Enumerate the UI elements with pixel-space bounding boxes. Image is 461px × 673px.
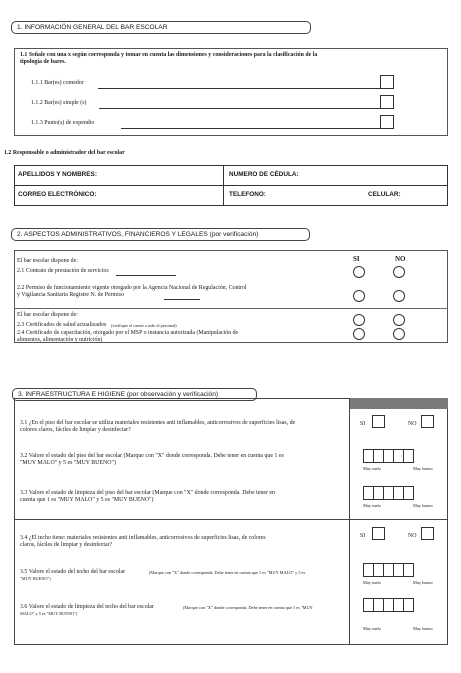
item-2-4-si-radio[interactable] xyxy=(353,328,365,340)
q36-scale-high: Muy bueno xyxy=(413,626,433,631)
section-2-header: 2. ASPECTOS ADMINISTRATIVOS, FINANCIEROS Y LEGALES (por verificación) xyxy=(11,228,310,241)
q32-text-line1: 3.2 Valore el estado del piso del bar escolar (Marque con "X" donde corresponda. Debe tener en cuenta que 1 es xyxy=(20,453,284,459)
section-1-header: 1. INFORMACIÓN GENERAL DEL BAR ESCOLAR xyxy=(11,21,311,34)
item-2-1-text: 2.1 Contrato de prestación de servicios xyxy=(17,268,109,274)
section-2-divider xyxy=(14,308,448,309)
q33-text-line1: 3.3 Valore el estado de limpieza del piso del bar escolar (Marque con "X" donde corresponda. Debe tener en xyxy=(20,490,275,496)
responsible-table-divider xyxy=(14,185,448,186)
item-2-1-no-radio[interactable] xyxy=(393,266,405,278)
q35-note-line2: "MUY BUENO") xyxy=(20,576,51,581)
q34-text-line2: claros, fáciles de limpiar y desinfectar? xyxy=(20,542,113,548)
q35-scale-high: Muy bueno xyxy=(413,580,433,585)
option-bar-simple-checkbox[interactable] xyxy=(380,95,394,109)
q36-note-line2: MALO" y 5 es "MUY BUENO") xyxy=(20,611,78,616)
q36-rating-5[interactable] xyxy=(403,598,414,612)
option-bar-comedor-line xyxy=(98,88,380,89)
q33-text-line2: cuenta que 1 es "MUY MALO" y 5 es "MUY BUENO") xyxy=(20,497,154,503)
q33-rating-scale[interactable] xyxy=(363,486,413,500)
q34-text-line1: 3.4 ¿El techo tiene: materiales resistentes anti inflamables, anticorrosivos de superficies lisas, de colores xyxy=(20,535,266,541)
item-2-2-si-radio[interactable] xyxy=(353,290,365,302)
q32-scale-low: Muy malo xyxy=(363,466,381,471)
item-2-2-text-line1: 2.2 Permiso de funcionamiento vigente otorgado por la Agencia Nacional de Regulación, Control xyxy=(17,285,247,291)
item-2-3-note: (verifique el carnet a todo el personal) xyxy=(111,323,177,328)
responsible-table-vdivider xyxy=(223,165,224,206)
item-2-4-text-line1: 2.4 Certificado de capacitación, otorgado por el MSP o instancia autorizada (Manipulación de xyxy=(17,330,239,336)
q35-rating-scale[interactable] xyxy=(363,563,413,577)
item-2-3-si-radio[interactable] xyxy=(353,314,365,326)
id-number-label: NUMERO DE CÉDULA: xyxy=(229,171,299,178)
q36-text-line1: 3.6 Valore el estado de limpieza del techo del bar escolar xyxy=(20,604,154,610)
q36-rating-scale[interactable] xyxy=(363,598,413,612)
q31-si-label: SI xyxy=(360,421,366,427)
item-2-2-text-line2: y Vigilancia Sanitaria Registre N. de Permiso xyxy=(17,292,125,298)
no-header: NO xyxy=(395,255,406,263)
q31-text-line2: colores claros, fáciles de limpiar y desinfectar? xyxy=(20,427,131,433)
phone-label: TELEFONO: xyxy=(229,191,266,198)
item-2-2-line xyxy=(164,299,200,300)
q32-rating-5[interactable] xyxy=(403,449,414,463)
q31-no-label: NO xyxy=(408,421,417,427)
section-3-header: 3. INFRAESTRUCTURA E HIGIENE (por observación y verificación) xyxy=(12,388,257,401)
q31-text-line1: 3.1 ¿En el piso del bar escolar se utiliza materiales resistentes anti inflamables, anticorrosivos de superficies lisas, de xyxy=(20,420,296,426)
q32-scale-high: Muy bueno xyxy=(413,466,433,471)
q36-scale-low: Muy malo xyxy=(363,626,381,631)
item-2-1-si-radio[interactable] xyxy=(353,266,365,278)
q32-text-line2: "MUY MALO" y 5 es "MUY BUENO") xyxy=(20,460,116,466)
names-label: APELLIDOS Y NOMBRES: xyxy=(18,171,97,178)
q36-note-line1: (Marque con "X" donde corresponda. Debe tener en cuenta que 1 es "MUY xyxy=(183,605,313,610)
section-3-answer-divider xyxy=(349,398,350,645)
section-3-mid-divider xyxy=(14,519,448,520)
q34-no-label: NO xyxy=(408,533,417,539)
option-bar-simple-line xyxy=(99,108,380,109)
q35-text-line1: 3.5 Valore el estado del techo del bar escolar xyxy=(20,569,126,575)
option-bar-simple-label: 1.1.2 Bar(es) simple (s) xyxy=(31,100,87,106)
q32-rating-scale[interactable] xyxy=(363,449,413,463)
q35-scale-low: Muy malo xyxy=(363,580,381,585)
q33-scale-low: Muy malo xyxy=(363,503,381,508)
item-2-1-line xyxy=(116,275,176,276)
email-label: CORREO ELECTRÓNICO: xyxy=(18,191,97,198)
item-2-3-text: 2.3 Certificados de salud actualizados xyxy=(17,322,107,328)
block1-title: El bar escolar dispone de: xyxy=(17,258,78,264)
option-bar-comedor-checkbox[interactable] xyxy=(380,75,394,89)
item-2-3-no-radio[interactable] xyxy=(393,314,405,326)
q34-si-label: SI xyxy=(360,533,366,539)
q31-no-checkbox[interactable] xyxy=(421,415,434,428)
section-3-header-bar xyxy=(349,398,448,409)
q11-text-line1: 1.1 Señale con una x según corresponda y tomar en cuenta las dimensiones y consideraciones para la clasificación de la xyxy=(20,52,318,58)
q34-no-checkbox[interactable] xyxy=(421,527,434,540)
block2-title: El bar escolar dispone de: xyxy=(17,312,78,318)
q34-si-checkbox[interactable] xyxy=(372,527,385,540)
cell-label: CELULAR: xyxy=(368,191,401,198)
q11-text-line2: tipología de bares. xyxy=(20,59,66,65)
q33-rating-5[interactable] xyxy=(403,486,414,500)
item-2-4-no-radio[interactable] xyxy=(393,328,405,340)
item-2-2-no-radio[interactable] xyxy=(393,290,405,302)
option-bar-comedor-label: 1.1.1 Bar(es) comedor xyxy=(31,80,84,86)
q35-rating-5[interactable] xyxy=(403,563,414,577)
option-punto-expendio-line xyxy=(121,128,380,129)
q31-si-checkbox[interactable] xyxy=(372,415,385,428)
si-header: SI xyxy=(353,255,360,263)
option-punto-expendio-checkbox[interactable] xyxy=(380,115,394,129)
q35-note-line1: (Marque con "X" donde corresponda. Debe tener en cuenta que 1 es "MUY MALO" y 5 es xyxy=(149,570,306,575)
item-2-4-text-line2: alimentos, alimentación y nutrición) xyxy=(17,337,103,343)
q33-scale-high: Muy bueno xyxy=(413,503,433,508)
option-punto-expendio-label: 1.1.3 Punto(s) de expendio xyxy=(31,120,95,126)
q12-title: 1.2 Responsable o administrador del bar escolar xyxy=(4,150,125,156)
